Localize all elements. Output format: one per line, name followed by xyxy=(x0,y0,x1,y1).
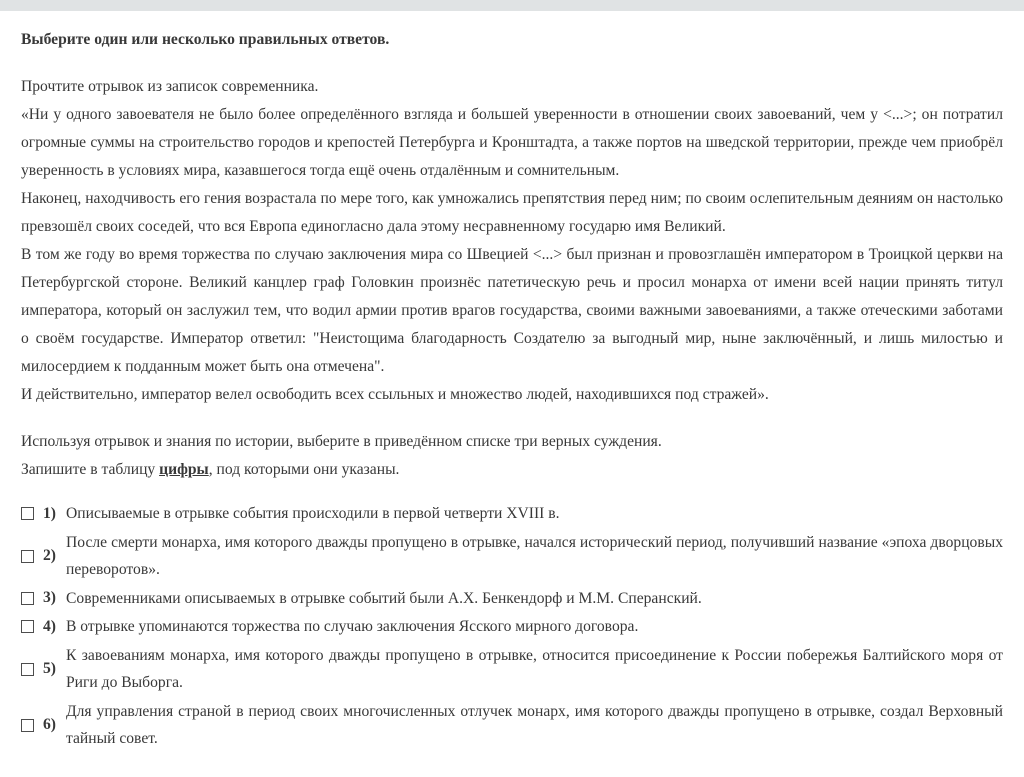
option-4-left xyxy=(21,618,66,636)
option-3-checkbox[interactable] xyxy=(21,592,34,605)
passage-intro: Прочтите отрывок из записок современника. xyxy=(21,78,319,95)
instruction-line-2 xyxy=(21,456,1003,484)
passage xyxy=(21,73,1003,409)
option-6-number: 6) xyxy=(43,716,56,733)
option-6-checkbox[interactable] xyxy=(21,719,34,732)
option-6-text: Для управления страной в период своих многочисленных отлучек монарх, имя которого дважды пропущено в отрывке, создал Верховный тайный совет. xyxy=(66,702,1003,747)
option-4-checkbox[interactable] xyxy=(21,620,34,633)
instruction-suffix: , под которыми они указаны. xyxy=(208,461,400,478)
option-3-text: Современниками описываемых в отрывке событий были А.Х. Бенкендорф и М.М. Сперанский. xyxy=(66,589,702,607)
option-2-text: После смерти монарха, имя которого дважды пропущено в отрывке, начался исторический период, получивший название «эпоха дворцовых переворотов». xyxy=(66,533,1003,578)
answer-option-6[interactable] xyxy=(21,698,1003,753)
option-2-left xyxy=(21,547,66,565)
instruction-line-1: Используя отрывок и знания по истории, выберите в приведённом списке три верных суждения. xyxy=(21,433,662,450)
instructions xyxy=(21,428,1003,484)
option-1-number: 1) xyxy=(43,504,56,522)
option-1-text: Описываемые в отрывке события происходили в первой четверти XVIII в. xyxy=(66,505,560,522)
top-bar xyxy=(0,0,1024,11)
answer-option-2[interactable] xyxy=(21,529,1003,584)
answer-options xyxy=(21,500,1003,753)
answer-option-5[interactable] xyxy=(21,642,1003,697)
option-5-left xyxy=(21,660,66,678)
option-4-number: 4) xyxy=(43,617,56,635)
option-6-left xyxy=(21,716,66,734)
option-5-number: 5) xyxy=(43,660,56,677)
passage-paragraph: Наконец, находчивость его гения возрастала по мере того, как умножались препятствия перед ним; по своим ослепительным деяниям он настолько превзошёл своих соседей, что вся Европа единогласно дала этому несравненному государю имя Великий. xyxy=(21,190,1003,235)
option-5-text: К завоеваниям монарха, имя которого дважды пропущено в отрывке, относится присоединение к России побережья Балтийского моря от Риги до Выборга. xyxy=(66,646,1003,691)
passage-paragraph: И действительно, император велел освободить всех ссыльных и множество людей, находившихся под стражей». xyxy=(21,386,769,403)
answer-option-4[interactable] xyxy=(21,613,1003,641)
option-1-left xyxy=(21,505,66,523)
option-3-number: 3) xyxy=(43,589,56,607)
option-2-number: 2) xyxy=(43,547,56,564)
question-page xyxy=(0,30,1024,753)
passage-paragraph: «Ни у одного завоевателя не было более определённого взгляда и большей уверенности в отношении своих завоеваний, чем у <...>; он потратил огромные суммы на строительство городов и крепостей Петербурга и Кронштадта, а также портов на шведской территории, прежде чем приобрёл уверенность в условиях мира, казавшегося тогда ещё очень отдалённым и сомнительным. xyxy=(21,106,1003,179)
option-2-checkbox[interactable] xyxy=(21,550,34,563)
option-5-checkbox[interactable] xyxy=(21,663,34,676)
answer-option-1[interactable] xyxy=(21,500,1003,528)
instruction-emphasis: цифры xyxy=(159,461,209,478)
option-3-left xyxy=(21,589,66,607)
answer-option-3[interactable] xyxy=(21,585,1003,613)
instruction-prefix: Запишите в таблицу xyxy=(21,461,160,478)
option-1-checkbox[interactable] xyxy=(21,507,34,520)
passage-paragraph: В том же году во время торжества по случаю заключения мира со Швецией <...> был признан и провозглашён императором в Троицкой церкви на Петербургской стороне. Великий канцлер граф Головкин произнёс патетическую речь и просил монарха от имени всей нации принять титул императора, который он заслужил тем, что водил армии против врагов государства, своими важными завоеваниями, а также отеческими заботами о своём государстве. Император ответил: "Неистощима благодарность Создателю за выгодный мир, ныне заключённый, и лишь милостью и милосердием к подданным может быть она отмечена". xyxy=(21,246,1003,375)
option-4-text: В отрывке упоминаются торжества по случаю заключения Ясского мирного договора. xyxy=(66,618,639,635)
question-title: Выберите один или несколько правильных ответов. xyxy=(21,31,390,48)
